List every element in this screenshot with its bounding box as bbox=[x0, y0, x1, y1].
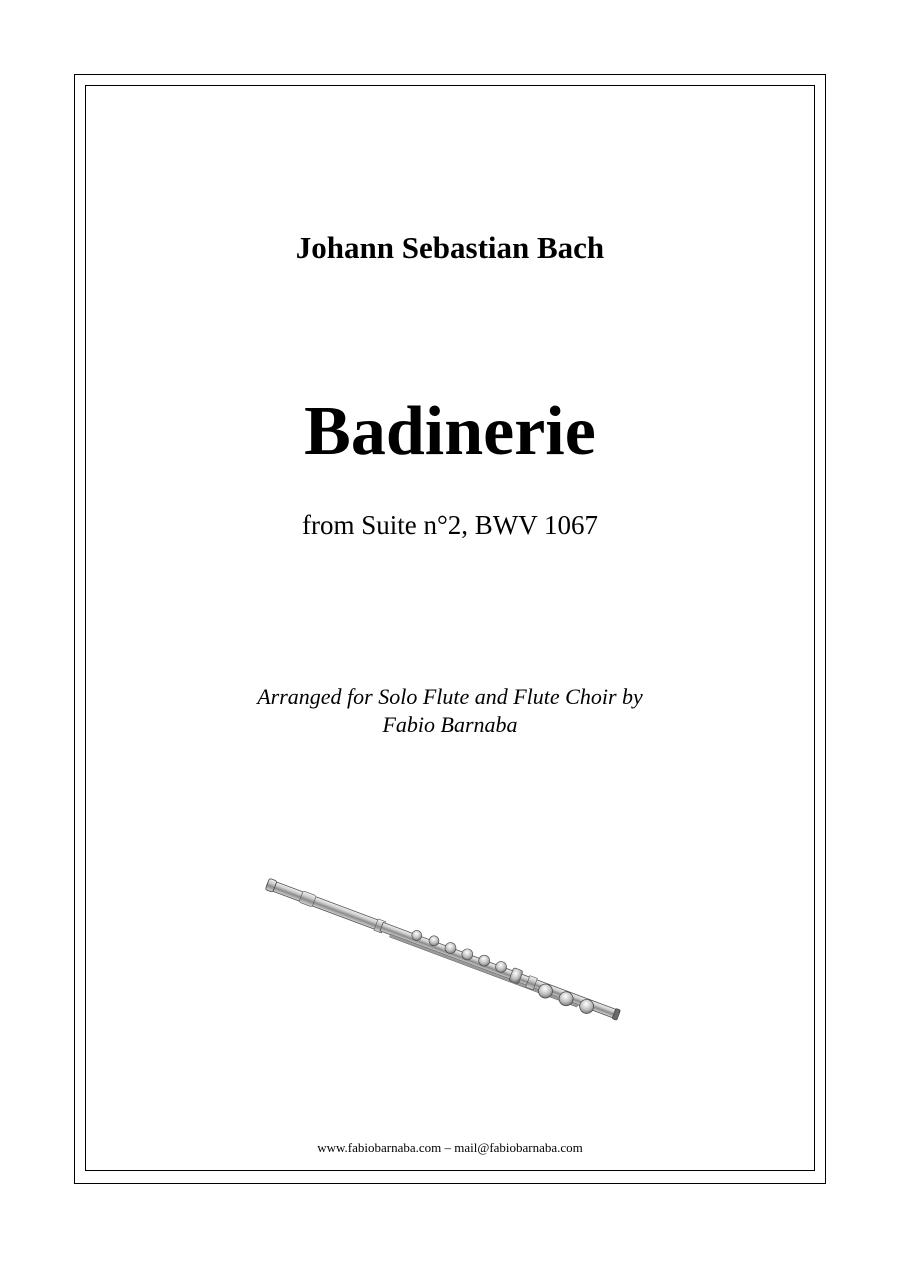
subtitle: from Suite n°2, BWV 1067 bbox=[301, 510, 599, 540]
arrangement-credit bbox=[0, 683, 900, 739]
flute-image bbox=[265, 876, 637, 1024]
arrangement-line: Arranged for Solo Flute and Flute Choir by bbox=[257, 684, 643, 709]
composer-name: Johann Sebastian Bach bbox=[295, 230, 605, 265]
arranger-name: Fabio Barnaba bbox=[382, 712, 518, 737]
page-title: Badinerie bbox=[304, 393, 596, 470]
footer-contact: www.fabiobarnaba.com – mail@fabiobarnaba.com bbox=[317, 1140, 583, 1155]
